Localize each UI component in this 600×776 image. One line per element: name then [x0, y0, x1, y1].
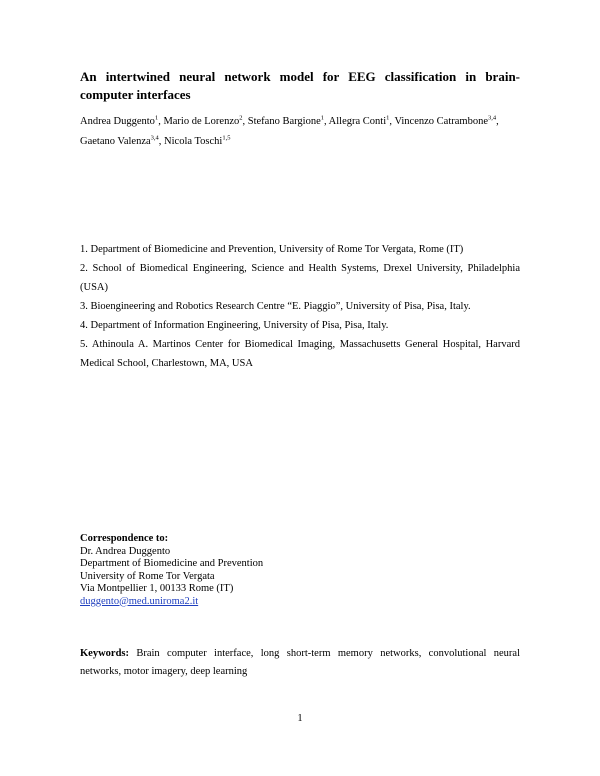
correspondence-block [80, 533, 520, 608]
email-link[interactable]: duggento@med.uniroma2.it [80, 595, 199, 607]
author-list [80, 112, 520, 152]
correspondence-university: University of Rome Tor Vergata [80, 570, 215, 582]
correspondence-department: Department of Biomedicine and Prevention [80, 558, 264, 569]
author: Nicola Toschi$^{1,5}$ [164, 134, 231, 147]
keywords-text: Brain computer interface, long short-term memory networks, convolutional neural networks, motor imagery, deep learning [80, 648, 520, 677]
affiliation-item: 4. Department of Information Engineering, University of Pisa, Pisa, Italy. [80, 320, 389, 331]
paper-title: An intertwined neural network model for EEG classification in brain-computer interfaces [80, 69, 520, 102]
correspondence-name: Dr. Andrea Duggento [80, 545, 171, 557]
author: Mario de Lorenzo$^2$, [163, 114, 248, 127]
affiliation-list [80, 240, 520, 373]
author: Stefano Bargione$^1$, [247, 114, 329, 127]
affiliation-item: 1. Department of Biomedicine and Prevention, University of Rome Tor Vergata, Rome (IT) [80, 244, 464, 255]
affiliation-item: 5. Athinoula A. Martinos Center for Biomedical Imaging, Massachusetts General Hospital, Harvard Medical School, Charlestown, MA, USA [80, 339, 520, 369]
keywords-block [80, 645, 520, 681]
page-number: 1 [297, 713, 303, 724]
author: Gaetano Valenza$^{3,4}$, [80, 134, 165, 147]
author: Vincenzo Catrambone$^{3,4}$, [394, 114, 499, 127]
correspondence-heading: Correspondence to: [80, 533, 169, 544]
affiliation-item: 2. School of Biomedical Engineering, Science and Health Systems, Drexel University, Philadelphia (USA) [80, 263, 520, 293]
author: Andrea Duggento$^1$, [80, 114, 164, 127]
keywords-label: Keywords: [80, 648, 129, 659]
affiliation-item: 3. Bioengineering and Robotics Research Centre “E. Piaggio”, University of Pisa, Pisa, Italy. [80, 301, 471, 312]
author: Allegra Conti$^1$, [328, 114, 395, 127]
correspondence-address: Via Montpellier 1, 00133 Rome (IT) [80, 583, 234, 594]
